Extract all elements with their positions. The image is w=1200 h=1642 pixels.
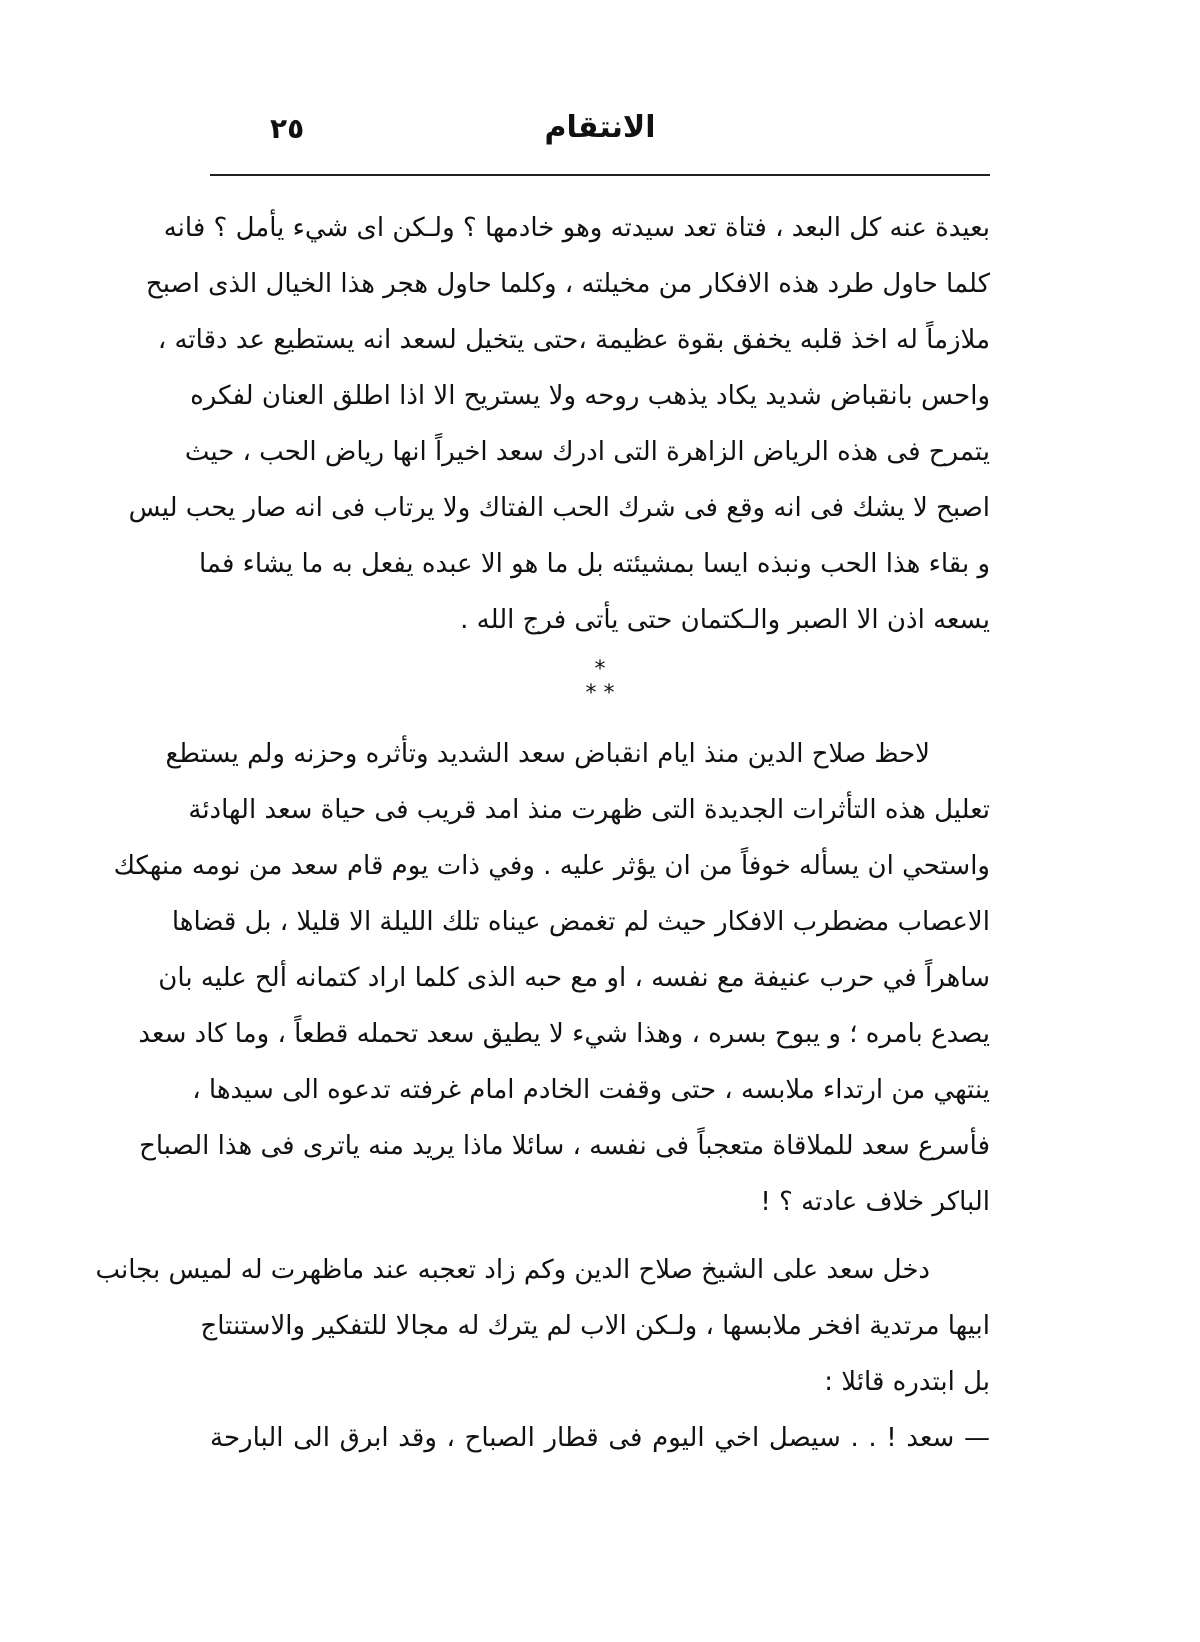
text-line: ساهراً في حرب عنيفة مع نفسه ، او مع حبه الذى كلما اراد كتمانه ألح عليه بان (158, 963, 990, 993)
text-line: واستحي ان يسأله خوفاً من ان يؤثر عليه . وفي ذات يوم قام سعد من نومه منهكك (113, 851, 990, 881)
section-separator (210, 648, 990, 726)
book-page (95, 100, 990, 1453)
text-line: — سعد ! . . سيصل اخي اليوم فى قطار الصباح ، وقد ابرق الى البارحة (210, 1423, 990, 1453)
page-number: ٢٥ (270, 112, 305, 145)
text-line: كلما حاول طرد هذه الافكار من مخيلته ، وكلما حاول هجر هذا الخيال الذى اصبح (145, 269, 990, 299)
text-line: اصبح لا يشك فى انه وقع فى شرك الحب الفتاك ولا يرتاب فى انه صار يحب ليس (128, 493, 990, 523)
text-line: بعيدة عنه كل البعد ، فتاة تعد سيدته وهو خادمها ؟ ولـكن اى شيء يأمل ؟ فانه (163, 213, 990, 243)
running-title: الانتقام (544, 110, 656, 145)
text-line: ابيها مرتدية افخر ملابسها ، ولـكن الاب لم يترك له مجالا للتفكير والاستنتاج (200, 1311, 990, 1341)
text-line: لاحظ صلاح الدين منذ ايام انقباض سعد الشديد وتأثره وحزنه ولم يستطع (165, 739, 930, 769)
text-line: ينتهي من ارتداء ملابسه ، حتى وقفت الخادم امام غرفته تدعوه الى سيدها ، (192, 1075, 990, 1105)
text-line: واحس بانقباض شديد يكاد يذهب روحه ولا يستريح الا اذا اطلق العنان لفكره (190, 381, 990, 411)
text-line: يصدع بامره ؛ و يبوح بسره ، وهذا شيء لا يطيق سعد تحمله قطعاً ، وما كاد سعد (138, 1019, 990, 1049)
text-line: و بقاء هذا الحب ونبذه ايسا بمشيئته بل ما هو الا عبده يفعل به ما يشاء فما (199, 549, 990, 579)
text-line: بل ابتدره قائلا : (824, 1367, 990, 1397)
paragraph-gap (210, 1230, 990, 1242)
paragraph (128, 200, 990, 648)
text-line: الاعصاب مضطرب الافكار حيث لم تغمض عيناه تلك الليلة الا قليلا ، بل قضاها (171, 907, 990, 937)
separator-star-top: * (594, 657, 606, 682)
text-line: تعليل هذه التأثرات الجديدة التى ظهرت منذ امد قريب فى حياة سعد الهادئة (188, 795, 990, 825)
separator-stars-bottom: * * (585, 681, 615, 706)
text-line: يتمرح فى هذه الرياض الزاهرة التى ادرك سعد اخيراً انها رياض الحب ، حيث (184, 437, 990, 467)
text-line: ملازماً له اخذ قلبه يخفق بقوة عظيمة ،حتى يتخيل لسعد انه يستطيع عد دقاته ، (157, 325, 990, 355)
text-line: الباكر خلاف عادته ؟ ! (760, 1187, 990, 1217)
paragraph (113, 726, 990, 1230)
paragraph (95, 1242, 990, 1466)
text-line: دخل سعد على الشيخ صلاح الدين وكم زاد تعجبه عند ماظهرت له لميس بجانب (95, 1255, 930, 1285)
body-text (95, 200, 990, 1466)
running-head (210, 100, 990, 160)
header-rule (210, 174, 990, 176)
text-line: يسعه اذن الا الصبر والـكتمان حتى يأتى فرج الله . (460, 605, 990, 635)
text-line: فأسرع سعد للملاقاة متعجباً فى نفسه ، سائلا ماذا يريد منه ياترى فى هذا الصباح (139, 1131, 990, 1161)
